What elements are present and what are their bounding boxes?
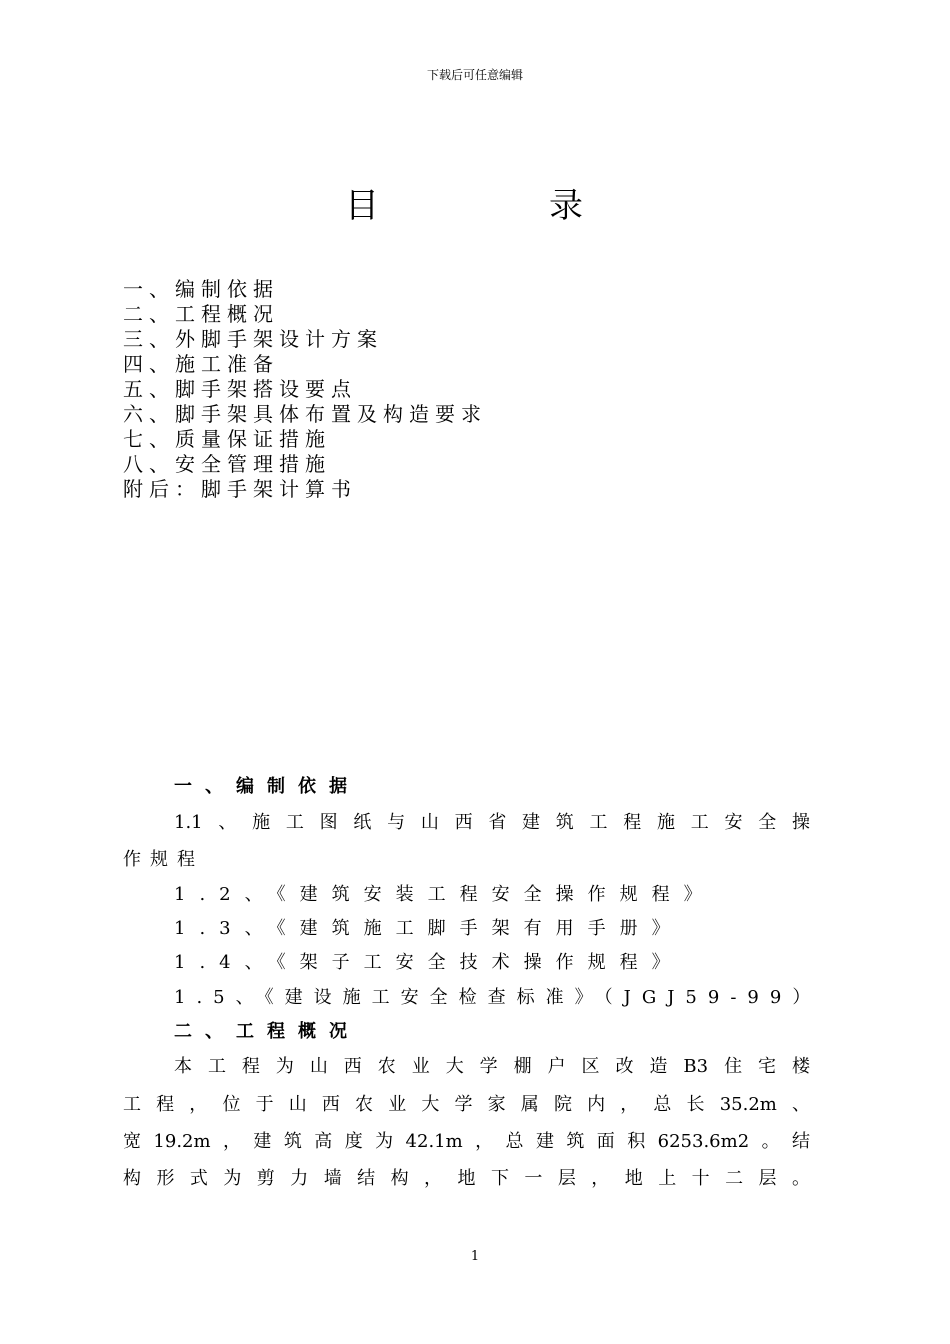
list-item: 1.3、《建筑施工脚手架有用手册》 [174,918,684,939]
toc-item: 一、编制依据 [123,277,279,301]
section-heading: 一、编制依据 [174,776,360,797]
paragraph-line: 本工程为山西农业大学棚户区改造B3住宅楼 [174,1056,810,1077]
toc-item: 五、脚手架搭设要点 [123,377,357,401]
list-item: 1.4、《架子工安全技术操作规程》 [174,952,684,973]
title-char-left: 目 [345,186,379,226]
paragraph-line: 工程，位于山西农业大学家属院内，总长35.2m、 [123,1094,810,1115]
paragraph-line: 构形式为剪力墙结构，地下一层，地上十二层。 [123,1168,810,1189]
toc-item: 七、质量保证措施 [123,427,331,451]
toc-item: 四、施工准备 [123,352,279,376]
page-header-note: 下载后可任意编辑 [426,68,523,82]
paragraph-line: 宽19.2m，建筑高度为42.1m，总建筑面积6253.6m2。结 [123,1131,810,1152]
section-heading: 二、工程概况 [174,1021,360,1042]
list-item: 1.2、《建筑安装工程安全操作规程》 [174,884,716,905]
toc-item: 附后：脚手架计算书 [123,477,357,501]
title-char-right: 录 [549,186,583,226]
list-item: 1.5、《建设施工安全检查标准》（JGJ59-99） [174,987,822,1008]
toc-item: 六、脚手架具体布置及构造要求 [123,402,487,426]
paragraph-line: 1.1、施工图纸与山西省建筑工程施工安全操 [174,812,810,833]
toc-item: 二、工程概况 [123,302,279,326]
paragraph-line: 作规程 [123,849,204,870]
page-title [345,178,583,227]
toc-item: 三、外脚手架设计方案 [123,327,383,351]
page-number: 1 [470,1249,480,1264]
toc-item: 八、安全管理措施 [123,452,331,476]
